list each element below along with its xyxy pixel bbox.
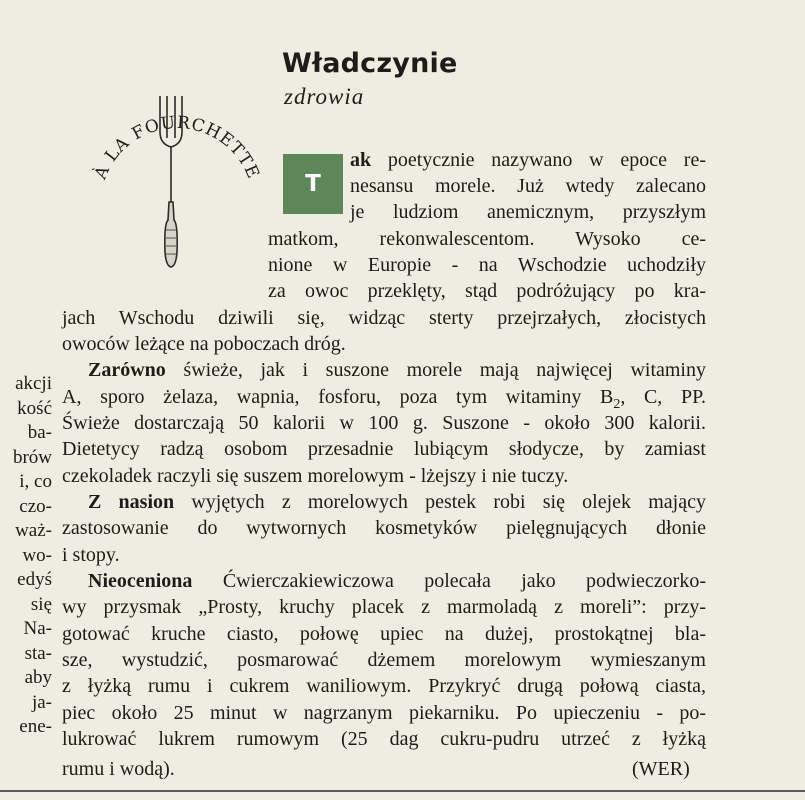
text-line: nione w Europie - na Wschodzie uchodziły: [268, 254, 706, 276]
left-column-line: Na-: [23, 618, 52, 639]
left-column-line: sta-: [24, 642, 52, 664]
text-line: matkom, rekonwalescentom. Wysoko ce-: [268, 228, 706, 250]
text-line: gotować kruche ciasto, połowę upiec na dużej, prostokątnej bla-: [62, 623, 706, 645]
left-column-line: czo-: [19, 495, 52, 517]
left-column-line: waż-: [15, 520, 52, 541]
left-column-line: edyś: [17, 569, 52, 590]
text-line: nesansu morele. Już wtedy zalecano: [350, 175, 706, 197]
left-column-line: akcji: [15, 373, 52, 394]
text-line: z łyżką rumu i cukrem waniliowym. Przykryć drugą połową ciasta,: [62, 675, 706, 697]
text-line: owoców leżące na poboczach dróg.: [62, 333, 346, 355]
text-line: A, sporo żelaza, wapnia, fosforu, poza tym witaminy $B_2$, C, PP.: [62, 386, 706, 412]
left-column-line: brów: [12, 446, 52, 468]
text-line: zastosowanie do wytwornych kosmetyków pielęgnujących dłonie: [62, 517, 706, 539]
left-column-line: i, co: [19, 471, 52, 492]
article-subtitle: zdrowia: [284, 84, 365, 109]
text-line: je ludziom anemicznym, przyszłym: [350, 201, 706, 223]
text-line: wy przysmak „Prosty, kruchy placek z marmoladą z moreli”: przy-: [62, 596, 706, 618]
text-line: Z nasion wyjętych z morelowych pestek robi się olejek mający: [88, 491, 706, 513]
text-line: Świeże dostarczają 50 kalorii w 100 g. Suszone - około 300 kalorii.: [62, 412, 706, 434]
left-column-line: kość: [17, 397, 52, 419]
left-column-line: ene-: [19, 716, 52, 737]
article-title: Władczynie: [282, 48, 458, 79]
emblem-arc-text: À LA FOURCHETTE: [90, 112, 264, 183]
svg-text:À LA FOURCHETTE: [89, 113, 263, 183]
bottom-rule: [0, 790, 805, 792]
text-line: rumu i wodą).: [62, 758, 175, 780]
left-column-line: aby: [24, 667, 52, 688]
text-line: ak poetycznie nazywano w epoce re-: [350, 149, 706, 171]
drop-cap: T: [283, 154, 343, 214]
text-line: za owoc przeklęty, stąd podróżujący po kra-: [268, 280, 706, 302]
text-line: czekoladek raczyli się suszem morelowym - lżejszy i nie tuczy.: [62, 465, 569, 487]
text-line: sze, wystudzić, posmarować dżemem morelowym wymieszanym: [62, 649, 706, 671]
text-line: lukrować lukrem rumowym (25 dag cukru-pudru utrzeć z łyżką: [62, 728, 706, 750]
text-line: piec około 25 minut w nagrzanym piekarniku. Po upieczeniu - po-: [62, 702, 706, 724]
left-column-line: wo-: [22, 544, 52, 566]
text-line: Zarówno świeże, jak i suszone morele mają najwięcej witaminy: [88, 359, 706, 381]
text-line: i stopy.: [62, 544, 120, 566]
left-column-fragment: [0, 372, 52, 740]
left-column-line: się: [30, 593, 52, 615]
a-la-fourchette-emblem: [76, 52, 281, 282]
left-column-line: ba-: [27, 422, 52, 443]
author-signature: (WER): [632, 758, 690, 780]
text-line: Nieoceniona Ćwierczakiewiczowa polecała jako podwieczorko-: [88, 570, 706, 592]
left-column-line: ja-: [31, 691, 52, 713]
text-line: jach Wschodu dziwili się, widząc sterty przejrzałych, złocistych: [62, 307, 706, 329]
text-line: Dietetycy radzą osobom przesadnie lubiącym słodycze, by zamiast: [62, 438, 706, 460]
